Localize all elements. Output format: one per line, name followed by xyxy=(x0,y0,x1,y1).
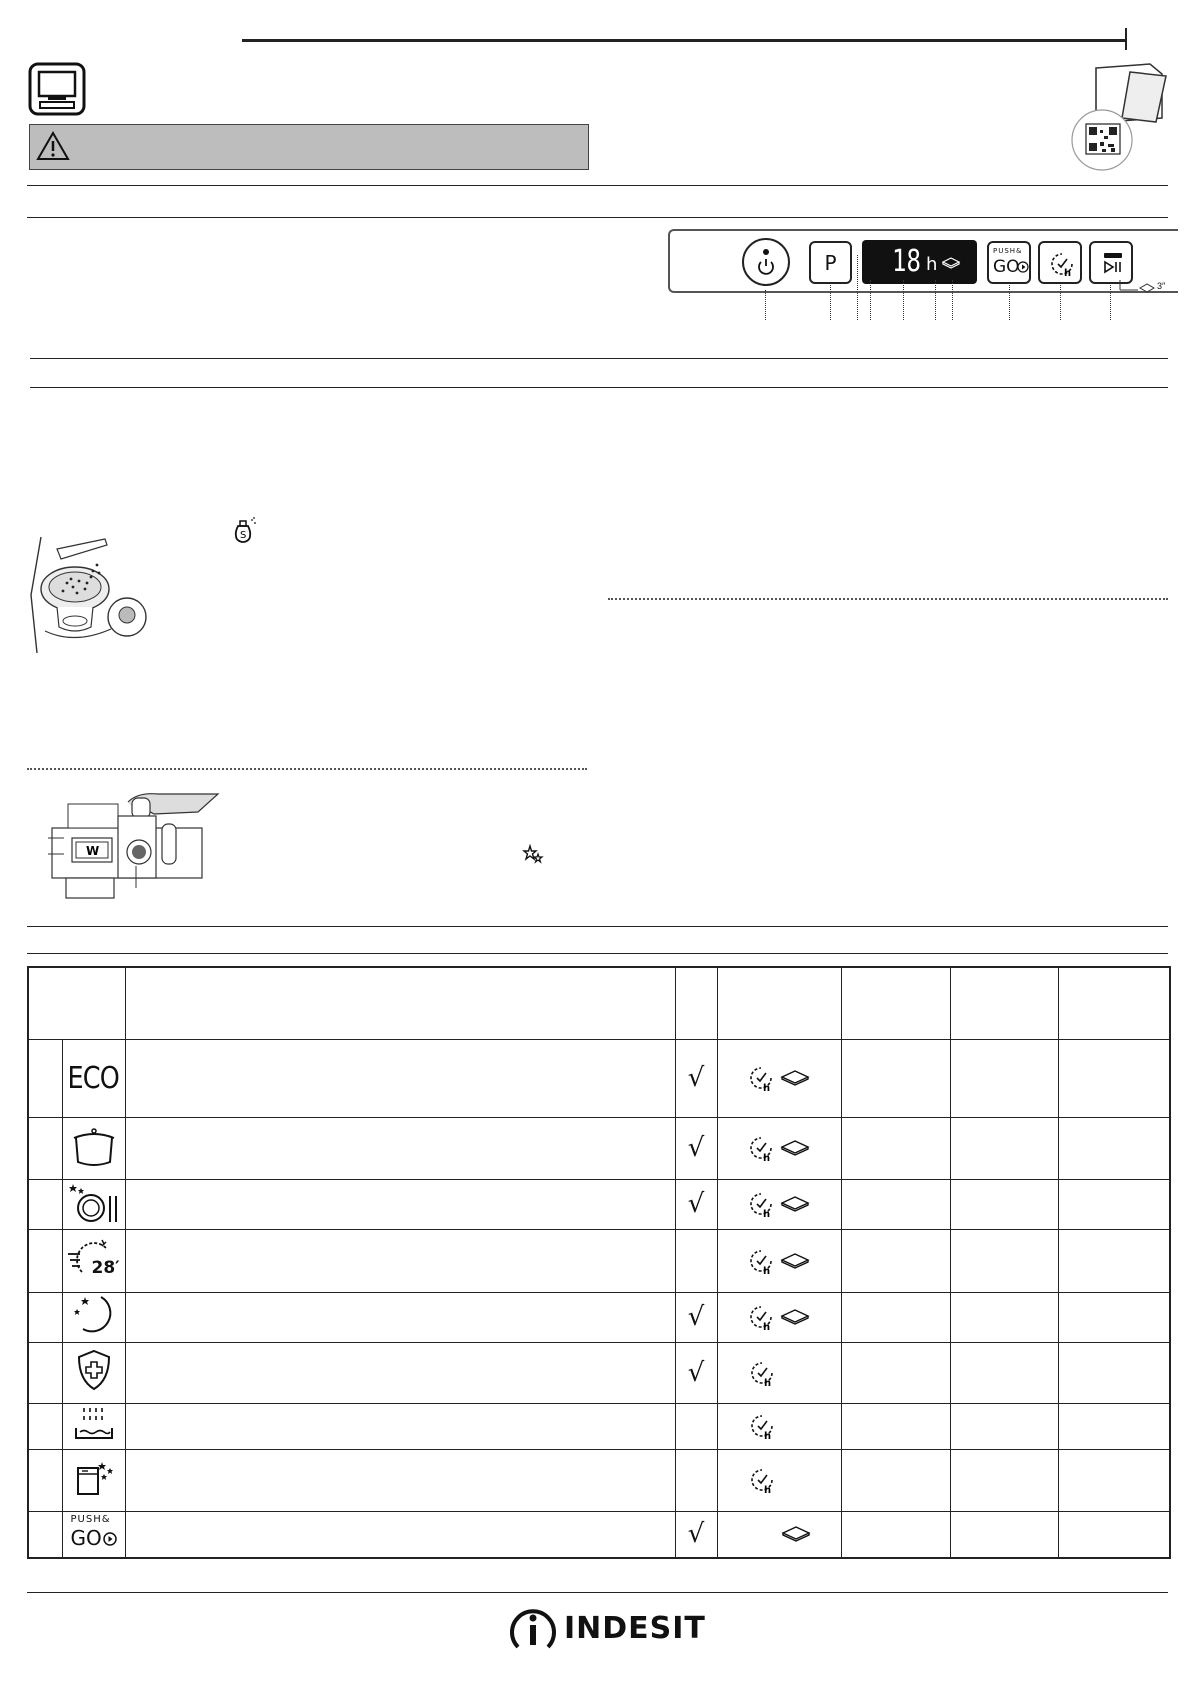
program-icon-cell xyxy=(62,1117,125,1179)
program-icon-cell xyxy=(62,1039,125,1117)
data-cell xyxy=(1058,1117,1170,1179)
data-cell xyxy=(841,1229,950,1292)
callout-leader xyxy=(952,280,953,320)
data-cell xyxy=(841,1292,950,1342)
callout-leader xyxy=(1060,285,1061,320)
delay-clock-icon xyxy=(748,1412,776,1440)
delay-clock-icon xyxy=(747,1064,775,1092)
data-cell xyxy=(841,1403,950,1449)
program-button-label: P xyxy=(824,251,837,275)
svg-text:h: h xyxy=(763,1485,771,1494)
check-mark: √ xyxy=(687,1063,705,1093)
brand-logo-mark-icon xyxy=(508,1605,558,1655)
program-description-cell xyxy=(125,1449,675,1511)
options-cell xyxy=(717,1117,841,1179)
row-number-cell xyxy=(28,1403,62,1449)
play-circle-icon xyxy=(1017,261,1029,273)
self-clean-icon xyxy=(72,1458,116,1498)
callout-leader xyxy=(1009,285,1010,320)
row-number-cell xyxy=(28,1229,62,1292)
svg-text:h: h xyxy=(1064,268,1072,278)
check-cell xyxy=(675,1511,717,1558)
table-row xyxy=(28,1179,1170,1229)
svg-text:h: h xyxy=(762,1153,770,1162)
check-mark: √ xyxy=(687,1133,705,1163)
data-cell xyxy=(1058,1511,1170,1558)
display-tablet-icon xyxy=(940,256,962,270)
header-rule-tick xyxy=(1125,28,1127,50)
header-cell xyxy=(950,967,1058,1039)
delay-clock-icon xyxy=(1048,250,1076,278)
options-cell xyxy=(717,1229,841,1292)
data-cell xyxy=(1058,1179,1170,1229)
options-cell xyxy=(717,1511,841,1558)
options-cell xyxy=(717,1403,841,1449)
warning-bar xyxy=(29,124,589,170)
prewash-icon xyxy=(72,1404,116,1444)
eco-icon: ECO xyxy=(67,1060,120,1096)
check-cell xyxy=(675,1292,717,1342)
tablet-icon xyxy=(779,1307,811,1327)
program-icon-cell xyxy=(62,1403,125,1449)
callout-leader xyxy=(1110,285,1111,320)
data-cell xyxy=(950,1179,1058,1229)
section-rule-1 xyxy=(27,185,1168,186)
section-rule-5 xyxy=(27,926,1168,927)
callout-leader xyxy=(870,280,871,320)
data-cell xyxy=(950,1511,1058,1558)
start-pause-icon xyxy=(1100,251,1126,277)
dotted-divider-left xyxy=(27,768,587,770)
check-mark: √ xyxy=(687,1357,705,1388)
callout-leader xyxy=(765,290,766,320)
row-number-cell xyxy=(28,1117,62,1179)
hygiene-shield-icon xyxy=(74,1348,114,1392)
delay-clock-icon xyxy=(747,1303,775,1331)
tablet-icon xyxy=(779,1068,811,1088)
delay-clock-icon xyxy=(747,1247,775,1275)
push-go-icon-label: PUSH& xyxy=(70,1513,111,1525)
table-row xyxy=(28,1292,1170,1342)
data-cell xyxy=(950,1449,1058,1511)
section-rule-6 xyxy=(27,953,1168,954)
programs-table xyxy=(27,966,1171,1559)
svg-text:h: h xyxy=(762,1322,770,1331)
table-row xyxy=(28,1117,1170,1179)
tablet-hold-note xyxy=(1118,280,1180,296)
row-number-cell xyxy=(28,1342,62,1403)
night-moon-icon xyxy=(71,1293,117,1337)
svg-text:h: h xyxy=(763,1377,771,1387)
header-cell xyxy=(1058,967,1170,1039)
svg-text:h: h xyxy=(763,1431,771,1440)
program-icon-cell xyxy=(62,1342,125,1403)
check-cell xyxy=(675,1403,717,1449)
svg-text:h: h xyxy=(762,1265,770,1275)
dotted-divider-right xyxy=(608,598,1168,600)
push-go-label: PUSH& xyxy=(993,247,1023,255)
data-cell xyxy=(950,1229,1058,1292)
table-row xyxy=(28,1229,1170,1292)
data-cell xyxy=(1058,1039,1170,1117)
section-rule-2 xyxy=(27,217,1168,218)
check-cell xyxy=(675,1179,717,1229)
program-description-cell xyxy=(125,1342,675,1403)
delay-start-button[interactable] xyxy=(1038,241,1082,284)
options-cell xyxy=(717,1039,841,1117)
salt-icon xyxy=(232,516,258,544)
tablet-hold-note-text: 3″ xyxy=(1157,281,1166,291)
program-icon-cell xyxy=(62,1449,125,1511)
callout-leader xyxy=(830,285,831,320)
data-cell xyxy=(950,1292,1058,1342)
header-rule xyxy=(242,39,1126,42)
delay-clock-icon xyxy=(748,1359,776,1387)
rinse-aid-dispenser-illustration xyxy=(48,790,220,900)
data-cell xyxy=(950,1342,1058,1403)
tablet-icon xyxy=(779,1194,811,1214)
tablet-icon xyxy=(779,1138,811,1158)
program-description-cell xyxy=(125,1039,675,1117)
fast-28-icon xyxy=(66,1236,122,1280)
svg-text:S: S xyxy=(240,530,247,541)
brand-name: INDESIT xyxy=(564,1611,706,1646)
display-unit: h xyxy=(926,254,938,275)
data-cell xyxy=(1058,1403,1170,1449)
footer-rule xyxy=(27,1592,1168,1593)
check-cell xyxy=(675,1229,717,1292)
push-go-icon-word: GO xyxy=(70,1525,102,1550)
intensive-pot-icon xyxy=(70,1124,118,1168)
rinse-aid-sparkle-icon xyxy=(522,844,544,866)
row-number-cell xyxy=(28,1449,62,1511)
check-mark: √ xyxy=(687,1519,705,1549)
power-button[interactable] xyxy=(742,238,790,286)
data-cell xyxy=(950,1117,1058,1179)
options-cell xyxy=(717,1342,841,1403)
row-number-cell xyxy=(28,1179,62,1229)
data-cell xyxy=(1058,1229,1170,1292)
options-cell xyxy=(717,1292,841,1342)
data-cell xyxy=(1058,1449,1170,1511)
data-cell xyxy=(841,1179,950,1229)
delay-clock-icon xyxy=(747,1134,775,1162)
check-cell xyxy=(675,1449,717,1511)
data-cell xyxy=(950,1039,1058,1117)
delay-clock-icon xyxy=(747,1190,775,1218)
data-cell xyxy=(841,1039,950,1117)
warning-triangle-icon xyxy=(36,131,70,161)
callout-leader xyxy=(857,255,858,320)
check-cell xyxy=(675,1039,717,1117)
program-description-cell xyxy=(125,1292,675,1342)
push-go-button[interactable] xyxy=(987,241,1031,284)
data-cell xyxy=(841,1511,950,1558)
program-button[interactable] xyxy=(809,241,852,284)
header-cell xyxy=(675,967,717,1039)
header-cell xyxy=(125,967,675,1039)
program-icon-cell xyxy=(62,1179,125,1229)
program-description-cell xyxy=(125,1403,675,1449)
check-cell xyxy=(675,1342,717,1403)
program-description-cell xyxy=(125,1117,675,1179)
table-row xyxy=(28,1511,1170,1558)
section-rule-3 xyxy=(30,358,1168,359)
table-row xyxy=(28,1403,1170,1449)
display-screen xyxy=(862,240,977,284)
check-mark: √ xyxy=(687,1302,705,1332)
dishwasher-qr-illustration xyxy=(1070,56,1170,172)
svg-text:W: W xyxy=(86,844,100,858)
row-number-cell xyxy=(28,1511,62,1558)
data-cell xyxy=(1058,1292,1170,1342)
table-row xyxy=(28,1449,1170,1511)
monitor-icon xyxy=(28,62,86,116)
program-icon-cell xyxy=(62,1511,125,1558)
push-go-icon xyxy=(69,1512,119,1552)
header-cell xyxy=(717,967,841,1039)
data-cell xyxy=(1058,1342,1170,1403)
check-mark: √ xyxy=(687,1189,705,1219)
program-icon-cell xyxy=(62,1229,125,1292)
tablet-icon xyxy=(780,1524,812,1544)
program-icon-cell xyxy=(62,1292,125,1342)
svg-text:h: h xyxy=(762,1209,770,1218)
program-description-cell xyxy=(125,1179,675,1229)
header-cell xyxy=(841,967,950,1039)
table-header-row xyxy=(28,967,1170,1039)
callout-leader xyxy=(903,280,904,320)
program-description-cell xyxy=(125,1511,675,1558)
row-number-cell xyxy=(28,1039,62,1117)
brand-logo xyxy=(508,1605,706,1655)
callout-leader xyxy=(935,280,936,320)
daily-plate-icon xyxy=(67,1180,121,1224)
options-cell xyxy=(717,1179,841,1229)
section-rule-4 xyxy=(30,387,1168,388)
fast-28-label: 28′ xyxy=(91,1258,120,1278)
tablet-icon xyxy=(779,1251,811,1271)
start-pause-button[interactable] xyxy=(1089,241,1133,284)
delay-clock-icon xyxy=(748,1466,776,1494)
data-cell xyxy=(841,1449,950,1511)
svg-text:h: h xyxy=(762,1083,770,1092)
table-row xyxy=(28,1342,1170,1403)
header-cell xyxy=(28,967,125,1039)
push-go-word: GO xyxy=(993,257,1020,277)
check-cell xyxy=(675,1117,717,1179)
power-icon xyxy=(752,246,780,278)
data-cell xyxy=(841,1342,950,1403)
table-row xyxy=(28,1039,1170,1117)
data-cell xyxy=(841,1117,950,1179)
row-number-cell xyxy=(28,1292,62,1342)
data-cell xyxy=(950,1403,1058,1449)
salt-reservoir-illustration xyxy=(27,535,157,655)
options-cell xyxy=(717,1449,841,1511)
display-digits: 18 xyxy=(892,244,921,279)
program-description-cell xyxy=(125,1229,675,1292)
